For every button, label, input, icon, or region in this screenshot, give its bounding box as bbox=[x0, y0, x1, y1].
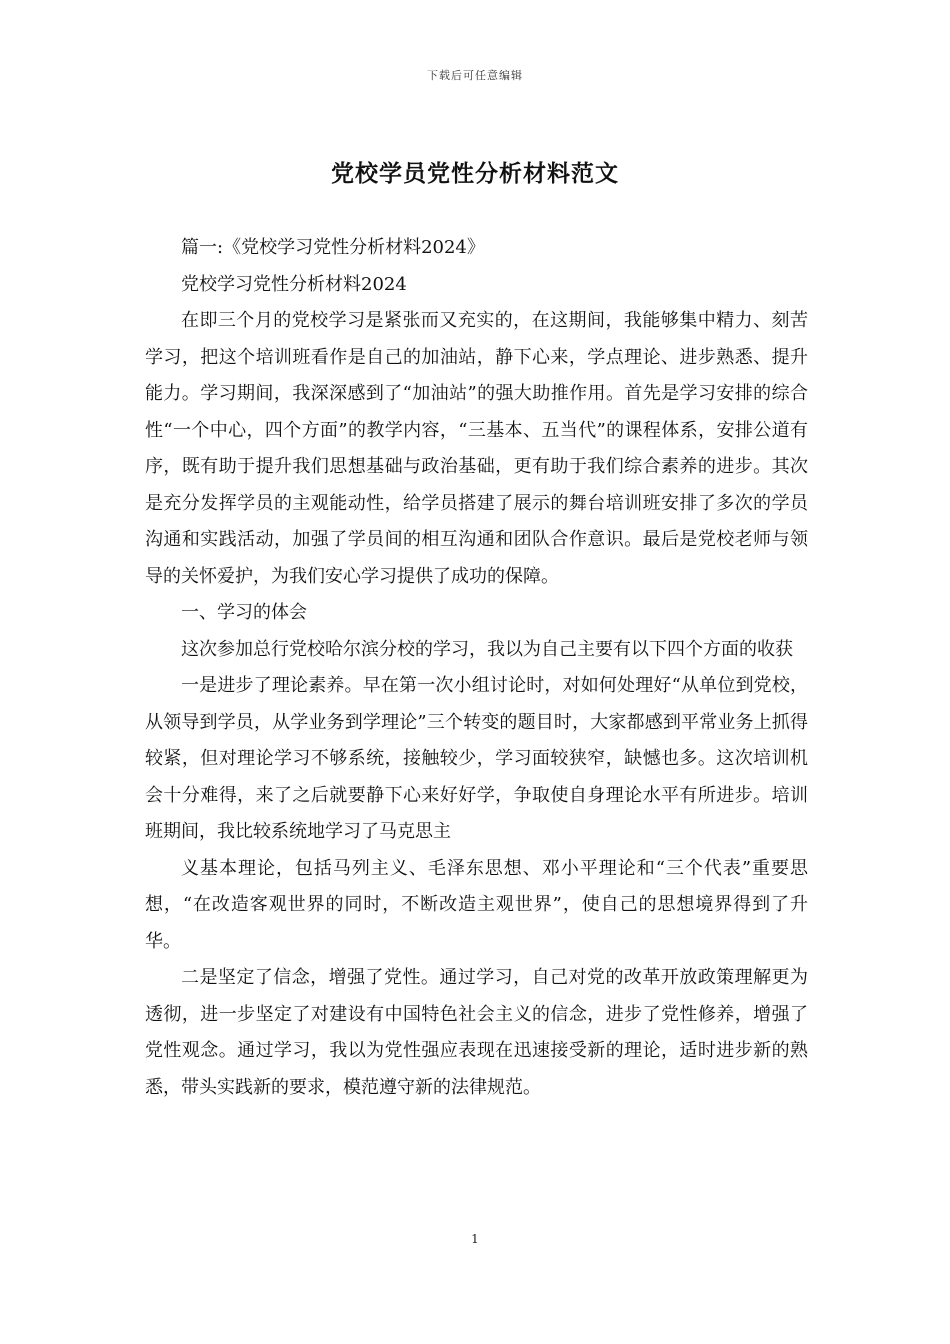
page-number: 1 bbox=[471, 1232, 479, 1246]
document-body bbox=[145, 230, 808, 1106]
paragraph-summary: 这次参加总行党校哈尔滨分校的学习，我以为自己主要有以下四个方面的收获 bbox=[181, 638, 793, 660]
section-heading: 一、学习的体会 bbox=[181, 602, 307, 623]
document-title: 党校学员党性分析材料范文 bbox=[331, 160, 619, 187]
paragraph-intro: 在即三个月的党校学习是紧张而又充实的，在这期间，我能够集中精力、刻苦学习，把这个培训班看作是自己的加油站，静下心来，学点理论、进步熟悉、提升能力。学习期间，我深深感到了“加油站”的强大助推作用。首先是学习安排的综合性“一个中心，四个方面”的教学内容，“三基本、五当代”的课程体系，安排公道有序，既有助于提升我们思想基础与政治基础，更有助于我们综合素养的进步。其次是充分发挥学员的主观能动性，给学员搭建了展示的舞台培训班安排了多次的学员沟通和实践活动，加强了学员间的相互沟通和团队合作意识。最后是党校老师与领导的关怀爱护，为我们安心学习提供了成功的保障。 bbox=[145, 310, 808, 587]
paragraph-point-one-continued: 义基本理论，包括马列主义、毛泽东思想、邓小平理论和“三个代表”重要思想，“在改造客观世界的同时，不断改造主观世界”，使自己的思想境界得到了升华。 bbox=[145, 857, 808, 952]
header-note: 下载后可任意编辑 bbox=[427, 69, 523, 82]
paragraph-point-one: 一是进步了理论素养。早在第一次小组讨论时，对如何处理好“从单位到党校，从领导到学员，从学业务到学理论”三个转变的题目时，大家都感到平常业务上抓得较紧，但对理论学习不够系统，接触较少，学习面较狭窄，缺憾也多。这次培训机会十分难得，来了之后就要静下心来好好学，争取使自身理论水平有所进步。培训班期间，我比较系统地学习了马克思主 bbox=[145, 675, 808, 842]
subtitle: 党校学习党性分析材料2024 bbox=[181, 273, 407, 295]
paragraph-point-two: 二是坚定了信念，增强了党性。通过学习，自己对党的改革开放政策理解更为透彻，进一步坚定了对建设有中国特色社会主义的信念，进步了党性修养，增强了党性观念。通过学习，我以为党性强应表现在迅速接受新的理论，适时进步新的熟悉，带头实践新的要求，模范遵守新的法律规范。 bbox=[145, 967, 808, 1098]
chapter-heading: 篇一:《党校学习党性分析材料2024》 bbox=[181, 237, 485, 258]
